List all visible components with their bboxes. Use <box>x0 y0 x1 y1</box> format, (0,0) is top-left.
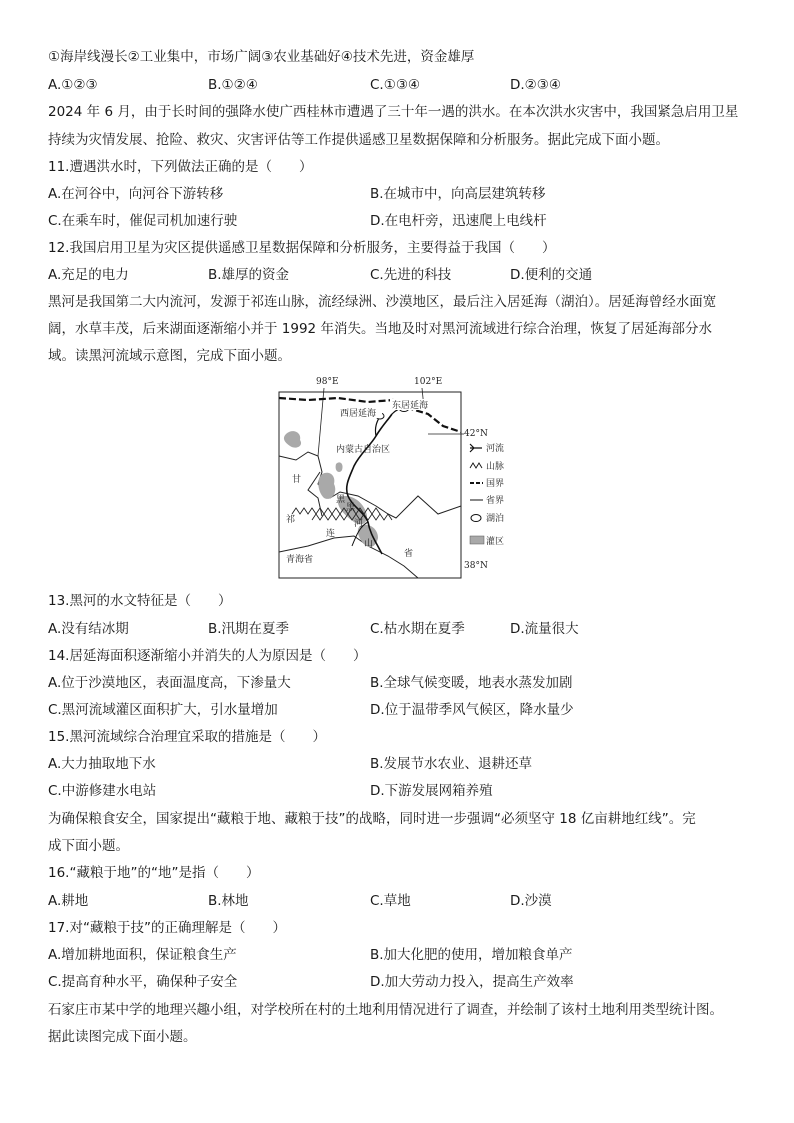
q13-option-b[interactable]: B.汛期在夏季 <box>208 621 290 637</box>
flood-intro-line-1: 2024 年 6 月，由于长时间的强降水使广西桂林市遭遇了三十年一遇的洪水。在本次洪水灾害中，我国紧急启用卫星 <box>48 104 739 120</box>
irrigation-area-2 <box>318 473 335 499</box>
q17-option-b[interactable]: B.加大化肥的使用，增加粮食单产 <box>370 947 573 963</box>
q12-option-c[interactable]: C.先进的科技 <box>370 267 452 283</box>
q17-option-c[interactable]: C.提高育种水平，确保种子安全 <box>48 974 238 990</box>
label-gan: 甘 <box>292 475 302 485</box>
qilian-mountains <box>292 508 380 514</box>
q10-items: ①海岸线漫长②工业集中，市场广阔③农业基础好④技术先进，资金雄厚 <box>48 49 475 65</box>
q11-stem: 11.遭遇洪水时，下列做法正确的是（ ） <box>48 159 313 175</box>
label-lian: 连 <box>326 529 336 539</box>
irrigation-area-5 <box>336 462 343 472</box>
label-shan: 山 <box>364 539 374 549</box>
legend-provincial-border: 省界 <box>486 496 505 506</box>
q11-option-d[interactable]: D.在电杆旁，迅速爬上电线杆 <box>370 213 547 229</box>
provincial-border-1 <box>279 452 461 518</box>
lat-label-42: 42°N <box>464 429 488 439</box>
q17-option-d[interactable]: D.加大劳动力投入，提高生产效率 <box>370 974 574 990</box>
label-qi: 祁 <box>286 515 296 525</box>
q10-option-b[interactable]: B.①②④ <box>208 77 258 93</box>
q16-option-c[interactable]: C.草地 <box>370 893 411 909</box>
q11-option-a[interactable]: A.在河谷中，向河谷下游转移 <box>48 186 224 202</box>
legend-lake-symbol <box>471 515 481 522</box>
legend-mountain-symbol <box>470 463 482 468</box>
heihe-intro-line-1: 黑河是我国第二大内流河，发源于祁连山脉，流经绿洲、沙漠地区，最后注入居延海（湖泊）。居延海曾经水面宽 <box>48 294 717 310</box>
q15-stem: 15.黑河流域综合治理宜采取的措施是（ ） <box>48 729 326 745</box>
label-inner-mongolia: 内蒙古自治区 <box>336 445 391 455</box>
q12-stem: 12.我国启用卫星为灾区提供遥感卫星数据保障和分析服务，主要得益于我国（ ） <box>48 240 556 256</box>
label-he: 河 <box>354 519 364 529</box>
q15-option-a[interactable]: A.大力抽取地下水 <box>48 756 156 772</box>
q12-option-b[interactable]: B.雄厚的资金 <box>208 267 290 283</box>
q10-option-d[interactable]: D.②③④ <box>510 77 561 93</box>
q12-option-a[interactable]: A.充足的电力 <box>48 267 129 283</box>
flood-intro-line-2: 持续为灾情发展、抢险、救灾、灾害评估等工作提供遥感卫星数据保障和分析服务。据此完成下面小题。 <box>48 132 669 148</box>
legend-mountain: 山脉 <box>486 462 505 472</box>
q13-option-a[interactable]: A.没有结冰期 <box>48 621 129 637</box>
legend-lake: 湖泊 <box>486 514 505 524</box>
map-legend <box>470 442 504 547</box>
label-hei-river: 黑 <box>346 503 356 513</box>
legend-river: 河流 <box>486 444 505 454</box>
label-sheng: 省 <box>404 549 414 559</box>
legend-national-border: 国界 <box>486 479 505 489</box>
q10-option-a[interactable]: A.①②③ <box>48 77 98 93</box>
grain-intro-line-1: 为确保粮食安全，国家提出“藏粮于地、藏粮于技”的战略，同时进一步强调“必须坚守 18 亿亩耕地红线”。完 <box>48 811 696 827</box>
land-intro-line-1: 石家庄市某中学的地理兴趣小组，对学校所在村的土地利用情况进行了调查，并绘制了该村土地利用类型统计图。 <box>48 1002 723 1018</box>
q13-option-d[interactable]: D.流量很大 <box>510 621 579 637</box>
heihe-intro-line-2: 阔，水草丰茂，后来湖面逐渐缩小并于 1992 年消失。当地及时对黑河流域进行综合治理，恢复了居延海部分水 <box>48 321 712 337</box>
q11-option-c[interactable]: C.在乘车时，催促司机加速行驶 <box>48 213 238 229</box>
q13-option-c[interactable]: C.枯水期在夏季 <box>370 621 465 637</box>
legend-river-symbol <box>470 444 482 452</box>
q15-option-b[interactable]: B.发展节水农业、退耕还草 <box>370 756 533 772</box>
label-qinghai: 青海省 <box>286 555 314 565</box>
label-xi-juyan: 西居延海 <box>340 409 377 419</box>
grain-intro-line-2: 成下面小题。 <box>48 838 129 854</box>
q17-option-a[interactable]: A.增加耕地面积，保证粮食生产 <box>48 947 237 963</box>
label-dong-juyan: 东居延海 <box>392 401 429 411</box>
q11-option-b[interactable]: B.在城市中，向高层建筑转移 <box>370 186 546 202</box>
q14-option-d[interactable]: D.位于温带季风气候区，降水量少 <box>370 702 574 718</box>
q16-stem: 16.“藏粮于地”的“地”是指（ ） <box>48 865 260 881</box>
land-intro-line-2: 据此读图完成下面小题。 <box>48 1029 197 1045</box>
q16-option-b[interactable]: B.林地 <box>208 893 249 909</box>
q10-option-c[interactable]: C.①③④ <box>370 77 421 93</box>
lon-label-102: 102°E <box>414 377 443 387</box>
q14-option-c[interactable]: C.黑河流域灌区面积扩大，引水量增加 <box>48 702 278 718</box>
heihe-intro-line-3: 域。读黑河流域示意图，完成下面小题。 <box>48 348 291 364</box>
q14-option-a[interactable]: A.位于沙漠地区，表面温度高，下渗量大 <box>48 675 291 691</box>
heihe-basin-map <box>278 377 516 580</box>
q13-stem: 13.黑河的水文特征是（ ） <box>48 593 232 609</box>
q14-stem: 14.居延海面积逐渐缩小并消失的人为原因是（ ） <box>48 648 367 664</box>
q16-option-a[interactable]: A.耕地 <box>48 893 89 909</box>
q12-option-d[interactable]: D.便利的交通 <box>510 267 593 283</box>
q16-option-d[interactable]: D.沙漠 <box>510 893 552 909</box>
label-hei: 黑 <box>336 495 346 505</box>
q17-stem: 17.对“藏粮于技”的正确理解是（ ） <box>48 920 286 936</box>
q15-option-c[interactable]: C.中游修建水电站 <box>48 783 157 799</box>
lon-label-98: 98°E <box>316 377 339 387</box>
legend-irrigation: 灌区 <box>486 537 505 547</box>
q15-option-d[interactable]: D.下游发展网箱养殖 <box>370 783 493 799</box>
irrigation-area-1 <box>284 431 301 447</box>
legend-irrigation-symbol <box>470 536 484 544</box>
q14-option-b[interactable]: B.全球气候变暖，地表水蒸发加剧 <box>370 675 573 691</box>
lat-label-38: 38°N <box>464 561 488 571</box>
